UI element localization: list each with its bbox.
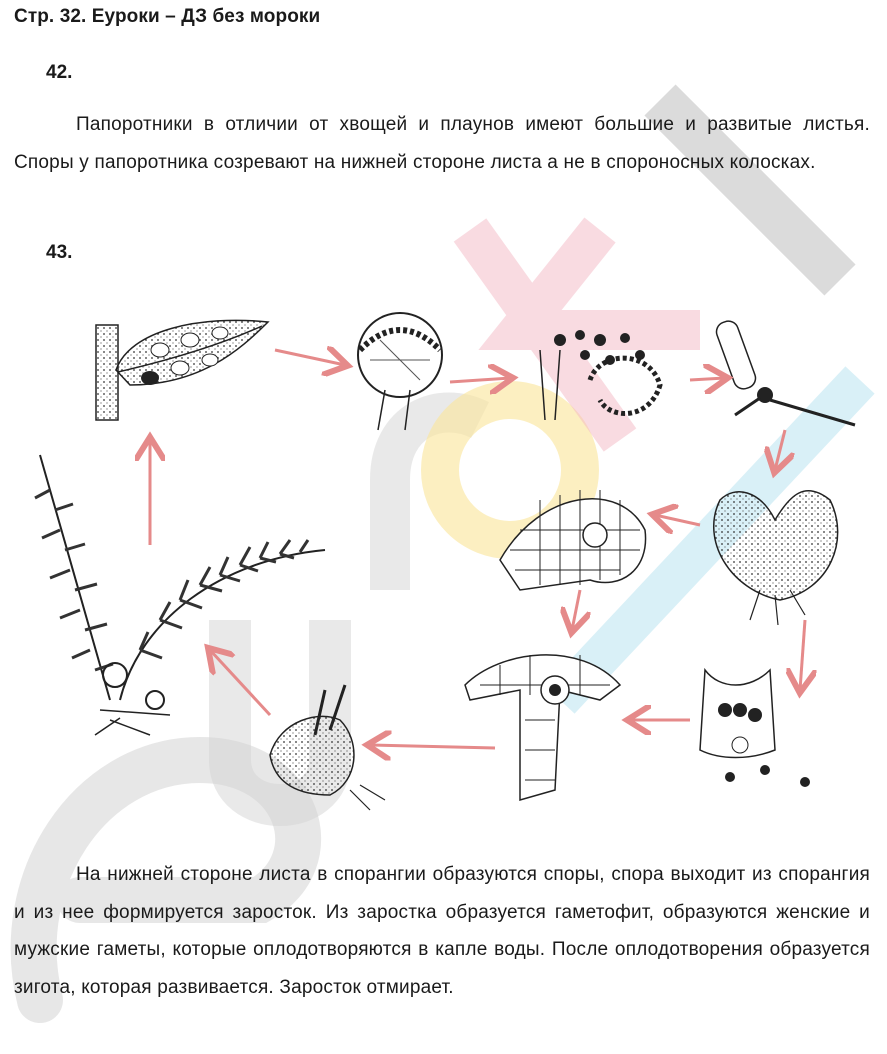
prothallus-illustration <box>714 491 838 625</box>
opening-sporangium-illustration <box>540 330 660 420</box>
task-43-number: 43. <box>46 242 73 263</box>
germinating-spore-illustration <box>714 318 855 425</box>
leaf-with-sori-illustration <box>96 320 268 420</box>
antheridium-illustration <box>700 670 810 787</box>
young-sporophyte-illustration <box>270 685 385 810</box>
fertilization-illustration <box>465 655 620 800</box>
task-42-text: Папоротники в отличии от хвощей и плаунов имеют большие и развитые листья. Споры у папоротника созревают на нижней стороне листа а не в спороносных колосках. <box>14 114 870 173</box>
mature-fern-illustration <box>35 455 325 735</box>
page-title: Стр. 32. Еуроки – ДЗ без мороки <box>14 6 321 27</box>
task-42-answer <box>14 106 870 181</box>
task-43-answer <box>14 856 870 1006</box>
archegonium-cell-illustration <box>500 490 646 590</box>
fern-life-cycle-diagram <box>0 290 887 835</box>
sporangium-illustration <box>358 313 442 430</box>
task-43-text: На нижней стороне листа в спорангии образуются споры, спора выходит из спорангия и из нее формируется заросток. Из заростка образуется гаметофит, образуются женские и мужские гаметы, которые оплодотворяются в капле воды. После оплодотворения образуется зигота, которая развивается. Заросток отмирает. <box>14 864 870 998</box>
task-42-number: 42. <box>46 62 73 83</box>
